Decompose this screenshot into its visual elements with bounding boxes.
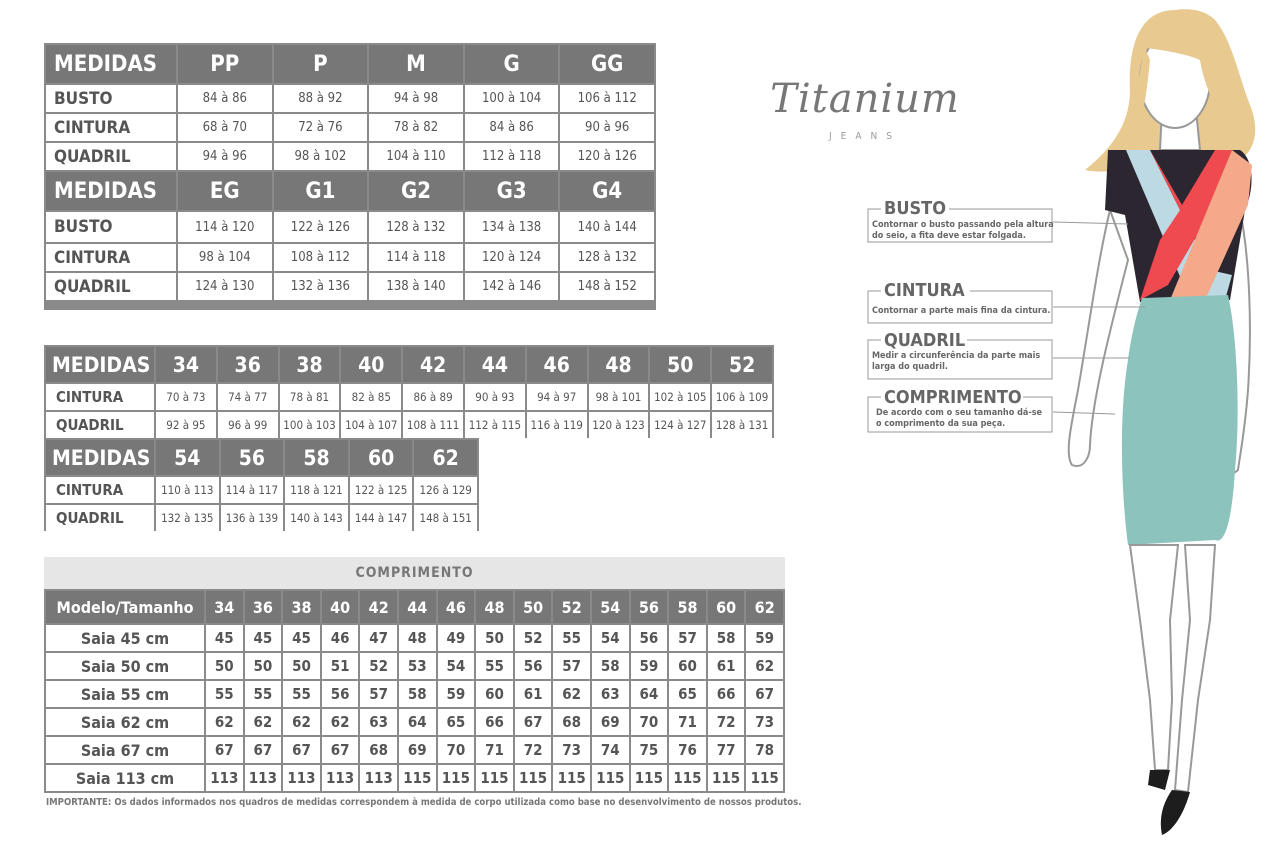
- table-cell: 50: [245, 653, 282, 679]
- table-cell: 56: [631, 625, 668, 651]
- size-header: G: [465, 45, 559, 83]
- size-header: P: [274, 45, 368, 83]
- table-cell: 92 à 95: [156, 412, 216, 438]
- table-cell: 102 à 105: [650, 384, 710, 410]
- table-cell: 114 à 117: [221, 477, 284, 503]
- table-cell: 59: [631, 653, 668, 679]
- table-cell: 94 à 96: [178, 143, 272, 170]
- callout-title: BUSTO: [884, 198, 946, 219]
- size-header: 36: [245, 591, 282, 623]
- table-cell: 73: [746, 709, 783, 735]
- table-cell: 94 à 97: [527, 384, 587, 410]
- row-label: BUSTO: [46, 212, 176, 242]
- logo-sub: JEANS: [829, 131, 901, 142]
- table-cell: 55: [245, 681, 282, 707]
- header-modelo-tamanho: Modelo/Tamanho: [46, 591, 204, 623]
- row-label: QUADRIL: [46, 273, 176, 300]
- table-cell: 54: [592, 625, 629, 651]
- size-header: 44: [399, 591, 436, 623]
- table-cell: 132 à 135: [156, 505, 219, 531]
- table-cell: 115: [592, 765, 629, 791]
- table-cell: 106 à 112: [560, 85, 654, 112]
- table-cell: 134 à 138: [465, 212, 559, 242]
- table-cell: 67: [746, 681, 783, 707]
- table-cell: 106 à 109: [712, 384, 772, 410]
- table-cell: 108 à 112: [274, 244, 368, 271]
- callout-desc-line: Contornar a parte mais fina da cintura.: [872, 306, 1051, 316]
- table-cell: 57: [360, 681, 397, 707]
- table-cell: 113: [322, 765, 359, 791]
- size-header: 52: [553, 591, 590, 623]
- table-cell: 74: [592, 737, 629, 763]
- table-cell: 55: [206, 681, 243, 707]
- table-cell: 55: [476, 653, 513, 679]
- size-header: 46: [527, 347, 587, 382]
- table-cell: 66: [476, 709, 513, 735]
- callout-comprimento: [876, 387, 1043, 430]
- size-header: 50: [515, 591, 552, 623]
- table-cell: 54: [438, 653, 475, 679]
- table-cell: 53: [399, 653, 436, 679]
- table-cell: 57: [669, 625, 706, 651]
- table-cell: 67: [515, 709, 552, 735]
- table-cell: 45: [283, 625, 320, 651]
- table-cell: 112 à 118: [465, 143, 559, 170]
- table-cell: 90 à 96: [560, 114, 654, 141]
- size-header: 60: [708, 591, 745, 623]
- size-header: 62: [746, 591, 783, 623]
- table-cell: 62: [322, 709, 359, 735]
- table-cell: 128 à 132: [369, 212, 463, 242]
- table-cell: 62: [206, 709, 243, 735]
- size-table-numeric-34-52: [44, 345, 774, 438]
- important-note: [46, 797, 802, 808]
- size-header: G2: [369, 172, 463, 210]
- size-header: 58: [285, 440, 348, 475]
- size-header: PP: [178, 45, 272, 83]
- table-cell: 62: [245, 709, 282, 735]
- header-medidas: MEDIDAS: [46, 172, 176, 210]
- table-cell: 56: [515, 653, 552, 679]
- table-cell: 115: [476, 765, 513, 791]
- table-cell: 98 à 102: [274, 143, 368, 170]
- table-cell: 128 à 132: [560, 244, 654, 271]
- table-cell: 122 à 126: [274, 212, 368, 242]
- table-cell: 114 à 120: [178, 212, 272, 242]
- row-label: CINTURA: [46, 114, 176, 141]
- size-header: 36: [218, 347, 278, 382]
- size-header: 38: [283, 591, 320, 623]
- row-label: Saia 45 cm: [46, 625, 204, 651]
- table-cell: 148 à 152: [560, 273, 654, 300]
- table-cell: 113: [206, 765, 243, 791]
- size-header: 34: [156, 347, 216, 382]
- table-cell: 47: [360, 625, 397, 651]
- table-cell: 104 à 110: [369, 143, 463, 170]
- note-text: Os dados informados nos quadros de medidas correspondem à medida de corpo utilizada como base no desenvolvimento de nossos produtos.: [114, 797, 802, 808]
- row-label: Saia 55 cm: [46, 681, 204, 707]
- table-cell: 78 à 81: [280, 384, 340, 410]
- callout-desc-line: Contornar o busto passando pela altura: [872, 220, 1054, 230]
- table-cell: 94 à 98: [369, 85, 463, 112]
- callout-busto: [872, 198, 1054, 242]
- table-cell: 138 à 140: [369, 273, 463, 300]
- table-cell: 65: [438, 709, 475, 735]
- size-header: G3: [465, 172, 559, 210]
- table-cell: 115: [399, 765, 436, 791]
- size-header: 58: [669, 591, 706, 623]
- table-cell: 75: [631, 737, 668, 763]
- table-cell: 76: [669, 737, 706, 763]
- table-cell: 115: [515, 765, 552, 791]
- size-header: 46: [438, 591, 475, 623]
- table-cell: 56: [322, 681, 359, 707]
- table-cell: 108 à 111: [403, 412, 463, 438]
- table-cell: 126 à 129: [414, 477, 477, 503]
- table-cell: 120 à 126: [560, 143, 654, 170]
- table-cell: 55: [553, 625, 590, 651]
- size-header: 60: [350, 440, 413, 475]
- table-cell: 118 à 121: [285, 477, 348, 503]
- callout-cintura: [872, 280, 1051, 317]
- row-label: CINTURA: [46, 477, 154, 503]
- table-cell: 58: [399, 681, 436, 707]
- table-cell: 51: [322, 653, 359, 679]
- table-cell: 115: [553, 765, 590, 791]
- table-cell: 142 à 146: [465, 273, 559, 300]
- table-cell: 73: [553, 737, 590, 763]
- row-label: CINTURA: [46, 244, 176, 271]
- table-cell: 116 à 119: [527, 412, 587, 438]
- table-cell: 78 à 82: [369, 114, 463, 141]
- table-cell: 62: [746, 653, 783, 679]
- table-cell: 64: [399, 709, 436, 735]
- logo-script: Titanium: [770, 76, 960, 122]
- length-table: [44, 589, 785, 793]
- table-cell: 60: [669, 653, 706, 679]
- row-label: QUADRIL: [46, 412, 154, 438]
- size-header: 62: [414, 440, 477, 475]
- callout-title: CINTURA: [884, 280, 965, 301]
- table-cell: 63: [592, 681, 629, 707]
- table-cell: 72: [708, 709, 745, 735]
- table-cell: 140 à 143: [285, 505, 348, 531]
- table-cell: 96 à 99: [218, 412, 278, 438]
- table-cell: 78: [746, 737, 783, 763]
- callout-desc-line: do seio, a fita deve estar folgada.: [872, 231, 1026, 241]
- table-cell: 69: [399, 737, 436, 763]
- row-label: Saia 50 cm: [46, 653, 204, 679]
- table-cell: 71: [476, 737, 513, 763]
- size-header: GG: [560, 45, 654, 83]
- size-header: 48: [476, 591, 513, 623]
- table-cell: 71: [669, 709, 706, 735]
- table-cell: 61: [708, 653, 745, 679]
- row-label: BUSTO: [46, 85, 176, 112]
- table-cell: 45: [206, 625, 243, 651]
- table-cell: 48: [399, 625, 436, 651]
- callout-desc-line: larga do quadril.: [872, 362, 948, 372]
- row-label: Saia 113 cm: [46, 765, 204, 791]
- table-cell: 113: [283, 765, 320, 791]
- table-cell: 58: [592, 653, 629, 679]
- table-cell: 69: [592, 709, 629, 735]
- comprimento-title: COMPRIMENTO: [44, 557, 785, 589]
- table-cell: 110 à 113: [156, 477, 219, 503]
- table-cell: 52: [360, 653, 397, 679]
- size-table-letters: [44, 43, 656, 310]
- row-label: Saia 67 cm: [46, 737, 204, 763]
- table-cell: 112 à 115: [465, 412, 525, 438]
- size-header: 40: [322, 591, 359, 623]
- table-cell: 132 à 136: [274, 273, 368, 300]
- table-cell: 68 à 70: [178, 114, 272, 141]
- table-cell: 46: [322, 625, 359, 651]
- size-header: 34: [206, 591, 243, 623]
- table-cell: 114 à 118: [369, 244, 463, 271]
- size-header: 54: [156, 440, 219, 475]
- table-cell: 113: [360, 765, 397, 791]
- table-cell: 63: [360, 709, 397, 735]
- callout-desc-line: De acordo com o seu tamanho dá-se: [876, 408, 1043, 418]
- table-cell: 55: [283, 681, 320, 707]
- size-header: 56: [631, 591, 668, 623]
- size-header: 48: [589, 347, 649, 382]
- table-cell: 124 à 130: [178, 273, 272, 300]
- table-cell: 115: [631, 765, 668, 791]
- table-cell: 124 à 127: [650, 412, 710, 438]
- table-cell: 59: [438, 681, 475, 707]
- callout-title: QUADRIL: [884, 330, 966, 351]
- table-cell: 100 à 104: [465, 85, 559, 112]
- table-cell: 70: [631, 709, 668, 735]
- table-cell: 50: [206, 653, 243, 679]
- table-cell: 70: [438, 737, 475, 763]
- table-cell: 61: [515, 681, 552, 707]
- table-cell: 136 à 139: [221, 505, 284, 531]
- size-header: 52: [712, 347, 772, 382]
- table-cell: 59: [746, 625, 783, 651]
- table-cell: 50: [283, 653, 320, 679]
- table-cell: 100 à 103: [280, 412, 340, 438]
- table-cell: 86 à 89: [403, 384, 463, 410]
- note-label: IMPORTANTE:: [46, 797, 112, 808]
- table-cell: 84 à 86: [178, 85, 272, 112]
- header-medidas: MEDIDAS: [46, 347, 154, 382]
- table-cell: 58: [708, 625, 745, 651]
- table-cell: 90 à 93: [465, 384, 525, 410]
- table-cell: 115: [708, 765, 745, 791]
- row-label: QUADRIL: [46, 143, 176, 170]
- table-cell: 68: [360, 737, 397, 763]
- size-table-numeric-54-62: [44, 438, 479, 531]
- table-cell: 67: [322, 737, 359, 763]
- table-cell: 52: [515, 625, 552, 651]
- table-cell: 62: [553, 681, 590, 707]
- table-cell: 72 à 76: [274, 114, 368, 141]
- table-cell: 140 à 144: [560, 212, 654, 242]
- size-header: 54: [592, 591, 629, 623]
- row-label: Saia 62 cm: [46, 709, 204, 735]
- table-cell: 60: [476, 681, 513, 707]
- table-cell: 88 à 92: [274, 85, 368, 112]
- size-header: 38: [280, 347, 340, 382]
- table-cell: 65: [669, 681, 706, 707]
- table-cell: 57: [553, 653, 590, 679]
- size-header: 50: [650, 347, 710, 382]
- size-header: G1: [274, 172, 368, 210]
- table-cell: 68: [553, 709, 590, 735]
- table-cell: 67: [206, 737, 243, 763]
- table-cell: 98 à 104: [178, 244, 272, 271]
- size-header: 42: [360, 591, 397, 623]
- table-cell: 115: [438, 765, 475, 791]
- row-label: CINTURA: [46, 384, 154, 410]
- size-header: 42: [403, 347, 463, 382]
- size-header: EG: [178, 172, 272, 210]
- table-cell: 50: [476, 625, 513, 651]
- table-cell: 120 à 123: [589, 412, 649, 438]
- table-cell: 148 à 151: [414, 505, 477, 531]
- size-header: 40: [341, 347, 401, 382]
- table-cell: 113: [245, 765, 282, 791]
- callout-title: COMPRIMENTO: [884, 387, 1022, 408]
- table-cell: 64: [631, 681, 668, 707]
- table-cell: 74 à 77: [218, 384, 278, 410]
- table-cell: 84 à 86: [465, 114, 559, 141]
- table-cell: 128 à 131: [712, 412, 772, 438]
- table-cell: 115: [669, 765, 706, 791]
- table-cell: 120 à 124: [465, 244, 559, 271]
- callout-desc-line: o comprimento da sua peça.: [876, 419, 1006, 429]
- size-header: 56: [221, 440, 284, 475]
- table-cell: 66: [708, 681, 745, 707]
- header-medidas: MEDIDAS: [46, 440, 154, 475]
- table-cell: 49: [438, 625, 475, 651]
- table-cell: 67: [283, 737, 320, 763]
- table-cell: 67: [245, 737, 282, 763]
- table-cell: 62: [283, 709, 320, 735]
- header-medidas: MEDIDAS: [46, 45, 176, 83]
- table-cell: 144 à 147: [350, 505, 413, 531]
- row-label: QUADRIL: [46, 505, 154, 531]
- size-header: M: [369, 45, 463, 83]
- table-cell: 98 à 101: [589, 384, 649, 410]
- table-cell: 45: [245, 625, 282, 651]
- table-cell: 122 à 125: [350, 477, 413, 503]
- table-cell: 104 à 107: [341, 412, 401, 438]
- callout-desc-line: Medir a circunferência da parte mais: [872, 351, 1041, 361]
- size-header: 44: [465, 347, 525, 382]
- table-cell: 70 à 73: [156, 384, 216, 410]
- table-cell: 72: [515, 737, 552, 763]
- size-header: G4: [560, 172, 654, 210]
- callout-quadril: [872, 330, 1041, 373]
- table-cell: 115: [746, 765, 783, 791]
- table-cell: 82 à 85: [341, 384, 401, 410]
- table-cell: 77: [708, 737, 745, 763]
